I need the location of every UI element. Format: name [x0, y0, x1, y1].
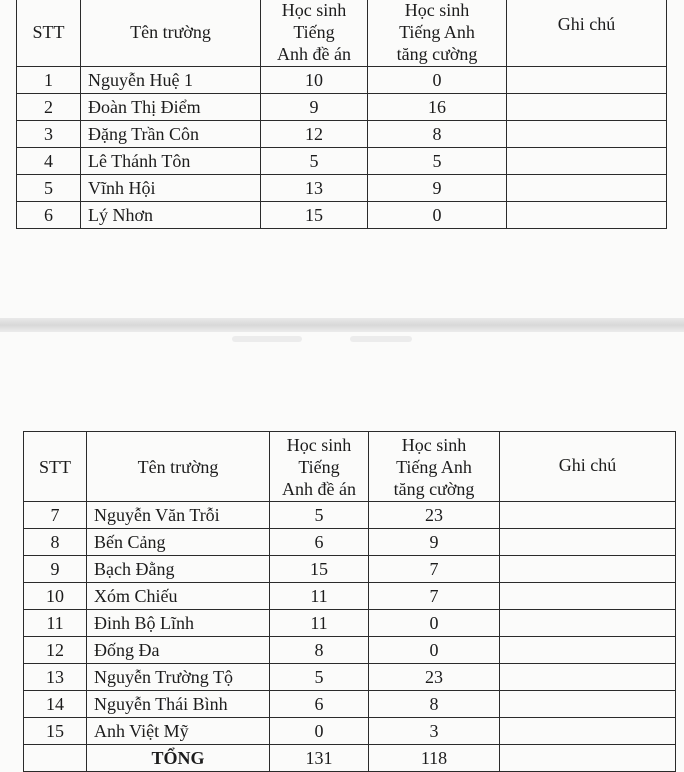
row-school-name: Xóm Chiếu	[87, 583, 270, 610]
row-enhanced: 0	[369, 637, 500, 664]
faint-header-mark	[350, 336, 412, 342]
total-stt-cell	[24, 745, 87, 772]
row-stt: 7	[24, 502, 87, 529]
total-note-cell	[500, 745, 676, 772]
table-row	[24, 718, 676, 745]
row-enhanced: 16	[368, 94, 507, 121]
table-row	[24, 637, 676, 664]
row-enhanced: 0	[369, 610, 500, 637]
row-project: 5	[270, 664, 369, 691]
header-enhanced-students	[368, 0, 507, 67]
row-school-name: Lê Thánh Tôn	[81, 148, 261, 175]
page-separator	[0, 318, 684, 332]
row-stt: 3	[17, 121, 81, 148]
row-school-name: Nguyễn Thái Bình	[87, 691, 270, 718]
header-line: Học sinh	[401, 434, 467, 455]
row-school-name: Anh Việt Mỹ	[87, 718, 270, 745]
header-school-name: Tên trường	[81, 0, 261, 67]
row-stt: 2	[17, 94, 81, 121]
row-enhanced: 23	[369, 502, 500, 529]
row-school-name: Nguyễn Huệ 1	[81, 67, 261, 94]
row-project: 11	[270, 610, 369, 637]
total-row	[24, 745, 676, 772]
header-stt: STT	[24, 432, 87, 502]
row-note	[500, 556, 676, 583]
header-line: Tiếng Anh	[399, 21, 475, 42]
row-school-name: Đống Đa	[87, 637, 270, 664]
row-school-name: Đoàn Thị Điểm	[81, 94, 261, 121]
row-project: 6	[270, 691, 369, 718]
row-stt: 15	[24, 718, 87, 745]
header-stt: STT	[17, 0, 81, 67]
header-note: Ghi chú	[507, 0, 667, 67]
header-line: Anh đề án	[282, 478, 356, 499]
row-school-name: Bến Cảng	[87, 529, 270, 556]
row-enhanced: 7	[369, 583, 500, 610]
table-row	[17, 148, 667, 175]
row-stt: 9	[24, 556, 87, 583]
header-enhanced-students	[369, 432, 500, 502]
header-line: Tiếng	[293, 21, 335, 42]
row-stt: 4	[17, 148, 81, 175]
total-project: 131	[270, 745, 369, 772]
row-project: 12	[261, 121, 368, 148]
row-school-name: Nguyễn Trường Tộ	[87, 664, 270, 691]
row-enhanced: 8	[368, 121, 507, 148]
row-project: 9	[261, 94, 368, 121]
row-enhanced: 8	[369, 691, 500, 718]
row-enhanced: 5	[368, 148, 507, 175]
row-project: 5	[270, 502, 369, 529]
row-note	[507, 94, 667, 121]
row-project: 15	[270, 556, 369, 583]
school-table-part-2	[23, 431, 676, 772]
row-note	[500, 664, 676, 691]
row-note	[500, 502, 676, 529]
table-row	[17, 121, 667, 148]
header-line: Học sinh	[281, 0, 347, 20]
header-project-students	[261, 0, 368, 67]
table-row	[24, 583, 676, 610]
header-project-students	[270, 432, 369, 502]
row-note	[500, 691, 676, 718]
row-note	[500, 718, 676, 745]
header-line: Học sinh	[286, 434, 352, 455]
header-line: tăng cường	[396, 43, 478, 64]
row-stt: 10	[24, 583, 87, 610]
table-row	[24, 556, 676, 583]
row-school-name: Lý Nhơn	[81, 202, 261, 229]
row-stt: 1	[17, 67, 81, 94]
row-note	[507, 121, 667, 148]
row-stt: 5	[17, 175, 81, 202]
header-line: Anh đề án	[277, 43, 351, 64]
table-row	[17, 175, 667, 202]
table-row	[24, 691, 676, 718]
row-note	[507, 175, 667, 202]
row-project: 6	[270, 529, 369, 556]
row-note	[500, 529, 676, 556]
row-project: 11	[270, 583, 369, 610]
row-note	[507, 67, 667, 94]
row-enhanced: 9	[368, 175, 507, 202]
table-row	[24, 664, 676, 691]
row-project: 5	[261, 148, 368, 175]
row-note	[507, 202, 667, 229]
row-school-name: Vĩnh Hội	[81, 175, 261, 202]
row-stt: 13	[24, 664, 87, 691]
row-project: 15	[261, 202, 368, 229]
row-stt: 14	[24, 691, 87, 718]
row-enhanced: 7	[369, 556, 500, 583]
table-header-row	[17, 0, 667, 67]
table-row	[17, 202, 667, 229]
row-enhanced: 0	[368, 202, 507, 229]
row-note	[500, 583, 676, 610]
table-row	[24, 502, 676, 529]
row-project: 8	[270, 637, 369, 664]
row-note	[500, 637, 676, 664]
row-project: 0	[270, 718, 369, 745]
row-enhanced: 0	[368, 67, 507, 94]
header-school-name: Tên trường	[87, 432, 270, 502]
row-enhanced: 3	[369, 718, 500, 745]
table-row	[24, 610, 676, 637]
row-school-name: Bạch Đằng	[87, 556, 270, 583]
row-stt: 11	[24, 610, 87, 637]
table-row	[17, 94, 667, 121]
header-line: Tiếng	[298, 456, 340, 477]
row-project: 10	[261, 67, 368, 94]
school-table-part-1	[16, 0, 667, 229]
table-row	[17, 67, 667, 94]
row-school-name: Đinh Bộ Lĩnh	[87, 610, 270, 637]
row-school-name: Đặng Trần Côn	[81, 121, 261, 148]
table-header-row	[24, 432, 676, 502]
row-stt: 8	[24, 529, 87, 556]
row-project: 13	[261, 175, 368, 202]
header-line: Học sinh	[404, 0, 470, 20]
row-enhanced: 23	[369, 664, 500, 691]
row-note	[500, 610, 676, 637]
row-enhanced: 9	[369, 529, 500, 556]
row-note	[507, 148, 667, 175]
total-label: TỔNG	[87, 745, 270, 772]
header-line: tăng cường	[393, 478, 475, 499]
row-stt: 12	[24, 637, 87, 664]
table-row	[24, 529, 676, 556]
faint-header-mark	[232, 336, 302, 342]
header-note: Ghi chú	[500, 432, 676, 502]
header-line: Tiếng Anh	[396, 456, 472, 477]
row-school-name: Nguyễn Văn Trỗi	[87, 502, 270, 529]
row-stt: 6	[17, 202, 81, 229]
total-enhanced: 118	[369, 745, 500, 772]
